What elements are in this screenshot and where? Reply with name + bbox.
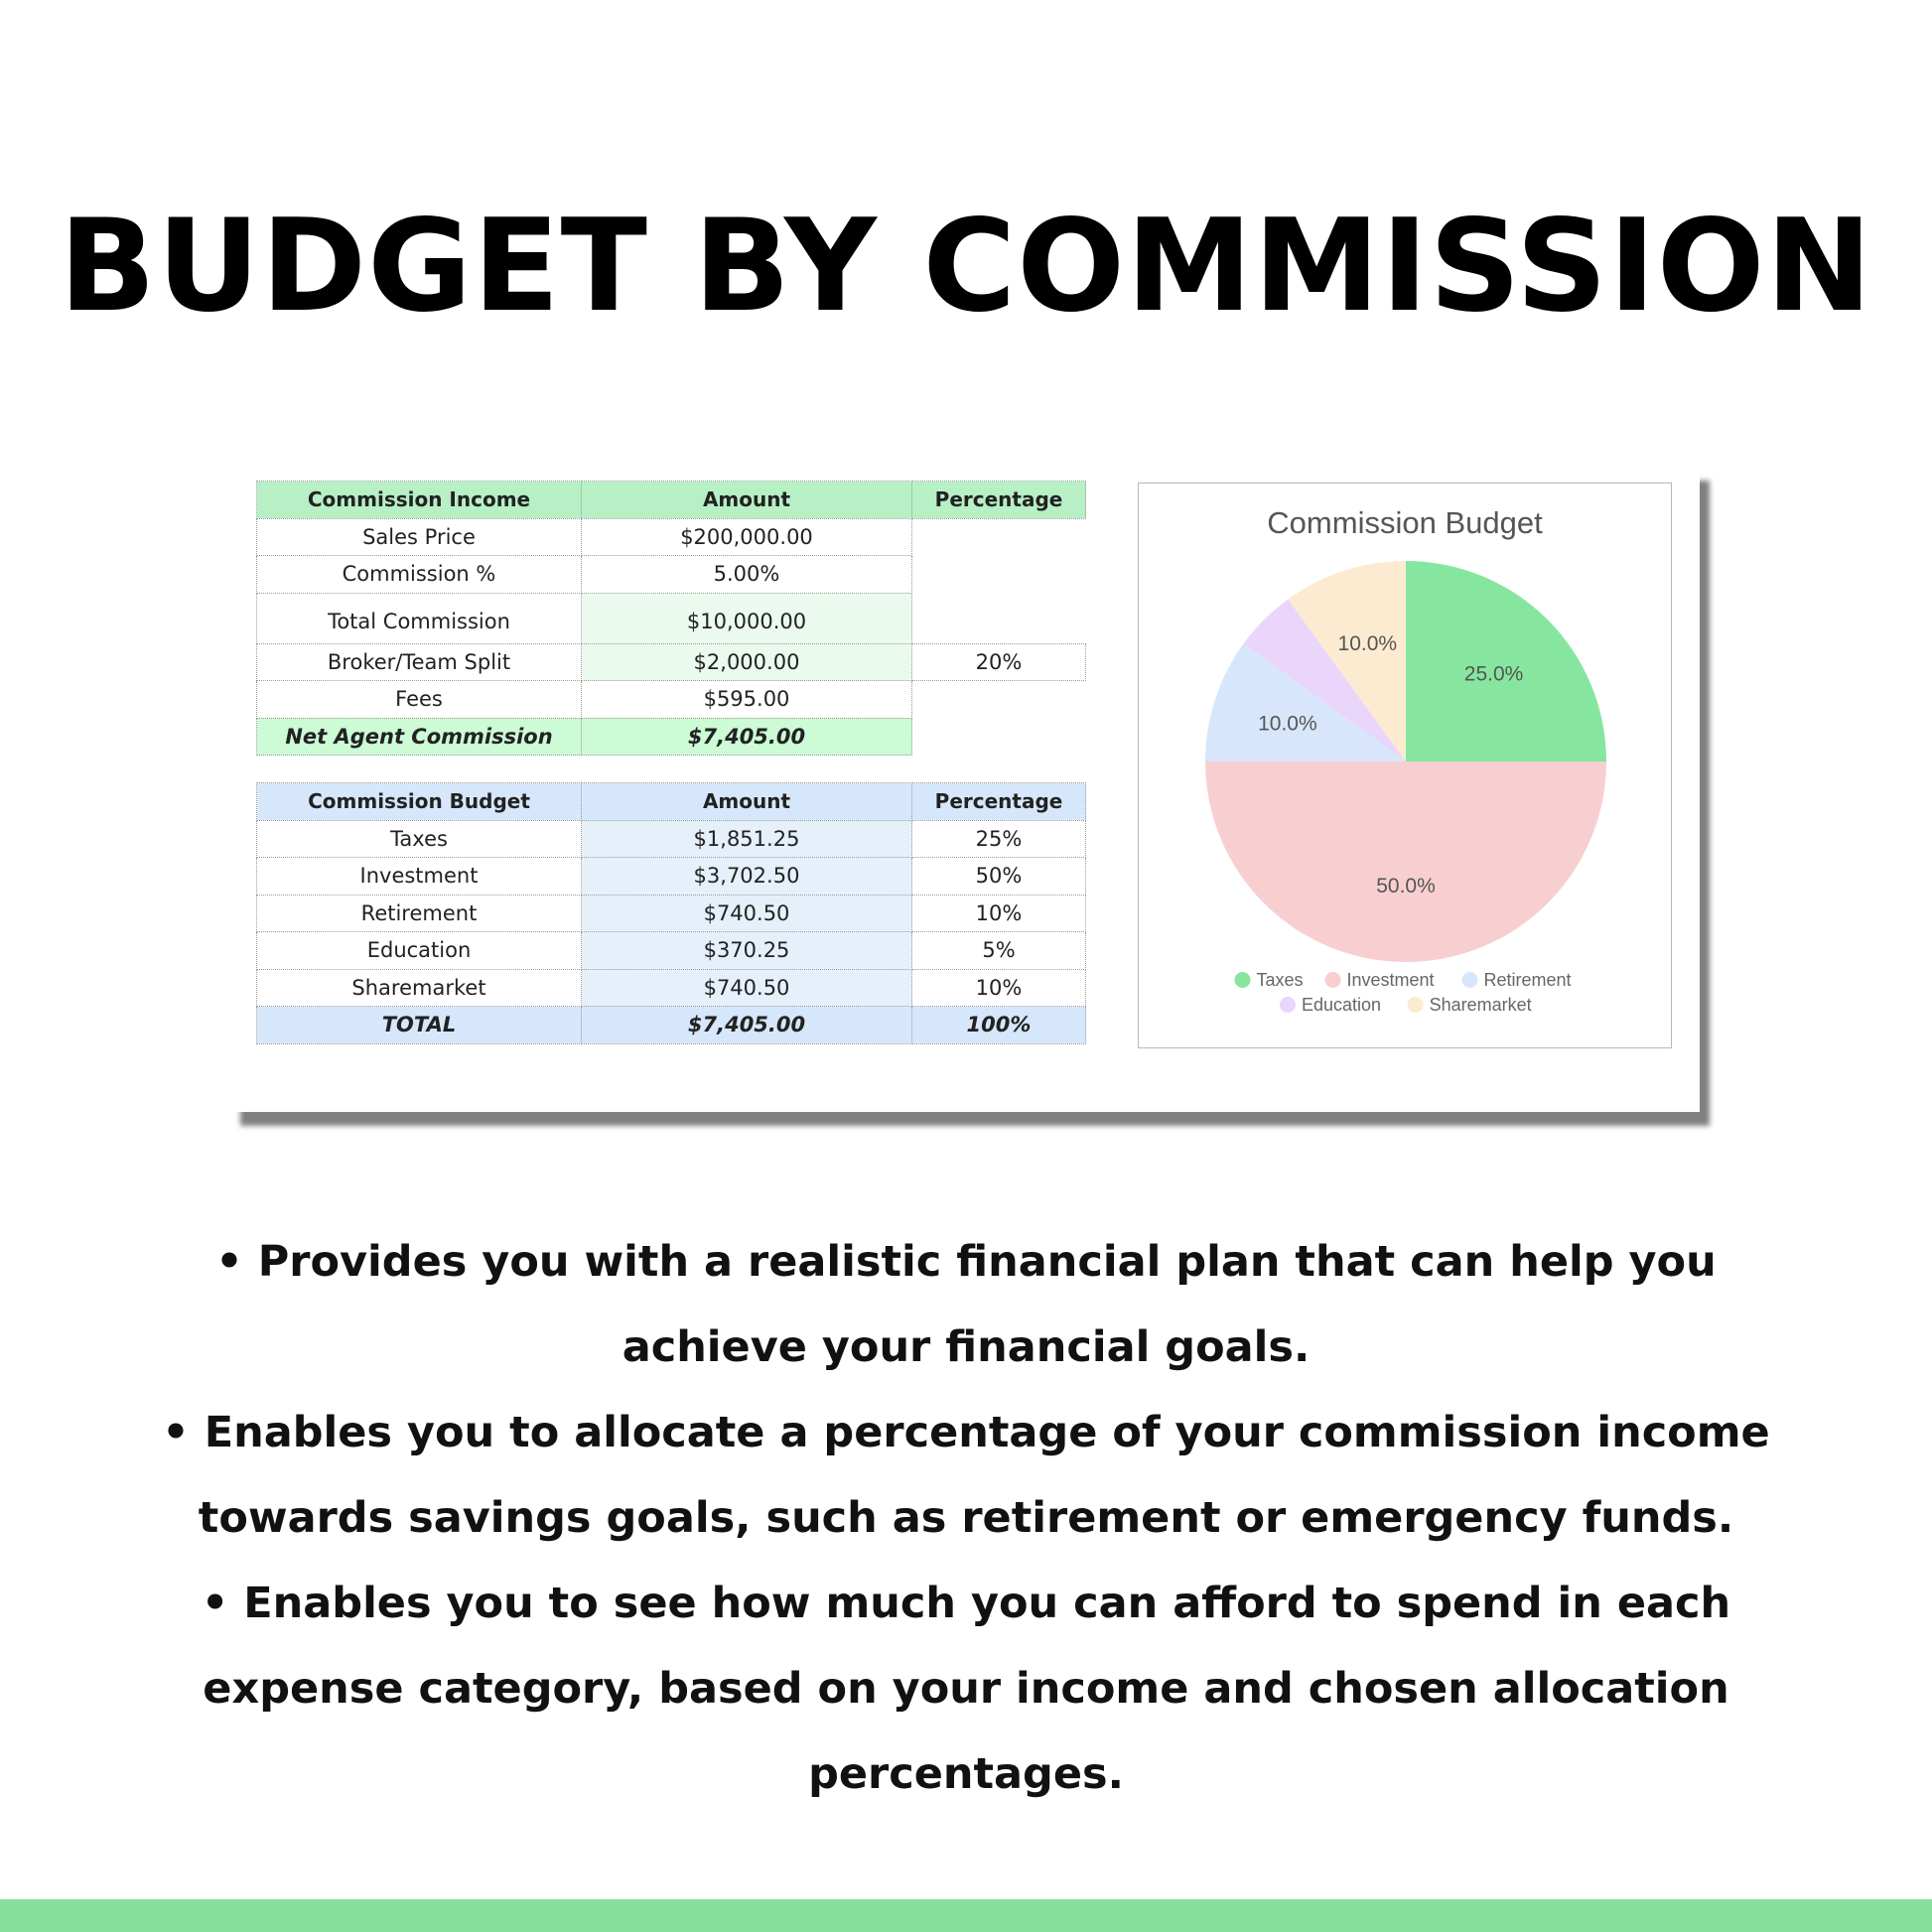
row-amount[interactable]: $595.00 (582, 681, 912, 719)
slice-label: 10.0% (1337, 631, 1398, 655)
table-row (257, 858, 1086, 896)
column-header: Amount (582, 482, 912, 519)
slice-label: 50.0% (1376, 875, 1436, 898)
row-amount[interactable]: 5.00% (582, 556, 912, 594)
bottom-accent-bar (0, 1899, 1932, 1932)
column-header: Commission Budget (257, 783, 582, 821)
row-amount[interactable]: $10,000.00 (582, 593, 912, 643)
bullet-line: expense category, based on your income and chosen allocation (203, 1664, 1729, 1714)
commission-budget-table (256, 782, 1086, 1044)
column-header: Percentage (912, 482, 1086, 519)
row-amount[interactable]: $370.25 (582, 932, 912, 970)
legend-swatch (1235, 972, 1251, 988)
empty-cell (912, 718, 1086, 756)
empty-cell (912, 556, 1086, 594)
table-row (257, 820, 1086, 858)
bullet-item (0, 1390, 1932, 1561)
row-label[interactable]: Sharemarket (257, 969, 582, 1007)
legend-label[interactable]: Retirement (1483, 970, 1572, 990)
column-header: Percentage (912, 783, 1086, 821)
table-row (257, 969, 1086, 1007)
page-title: BUDGET BY COMMISSION (59, 193, 1873, 341)
row-label[interactable]: Fees (257, 681, 582, 719)
row-label[interactable]: TOTAL (257, 1007, 582, 1044)
row-amount[interactable]: $7,405.00 (582, 718, 912, 756)
row-percentage[interactable]: 25% (912, 820, 1086, 858)
row-amount[interactable]: $1,851.25 (582, 820, 912, 858)
pie-slice-investment[interactable] (1205, 761, 1606, 962)
table-row (257, 1007, 1086, 1044)
table-row (257, 556, 1086, 594)
column-header: Commission Income (257, 482, 582, 519)
empty-cell (912, 593, 1086, 643)
row-amount[interactable]: $740.50 (582, 969, 912, 1007)
legend-label[interactable]: Taxes (1256, 970, 1304, 990)
bullet-line: towards savings goals, such as retirement or emergency funds. (198, 1493, 1734, 1543)
row-label[interactable]: Investment (257, 858, 582, 896)
row-percentage[interactable]: 100% (912, 1007, 1086, 1044)
bullet-item (0, 1561, 1932, 1817)
bullet-item (0, 1219, 1932, 1390)
table-header-row (257, 482, 1086, 519)
row-percentage[interactable]: 10% (912, 969, 1086, 1007)
bullet-line: achieve your financial goals. (621, 1322, 1311, 1372)
table-row (257, 895, 1086, 932)
legend-label[interactable]: Investment (1346, 970, 1435, 990)
slice-label: 25.0% (1463, 662, 1524, 686)
row-percentage[interactable]: 50% (912, 858, 1086, 896)
row-label[interactable]: Broker/Team Split (257, 643, 582, 681)
table-row (257, 681, 1086, 719)
row-percentage[interactable]: 10% (912, 895, 1086, 932)
legend-swatch (1408, 997, 1424, 1013)
legend-swatch (1462, 972, 1478, 988)
table-row (257, 593, 1086, 643)
pie-chart (1139, 483, 1671, 1047)
row-percentage[interactable]: 20% (912, 643, 1086, 681)
table-row (257, 718, 1086, 756)
row-amount[interactable]: $740.50 (582, 895, 912, 932)
chart-title: Commission Budget (1267, 505, 1543, 540)
pie-slice-taxes[interactable] (1406, 561, 1606, 761)
row-amount[interactable]: $7,405.00 (582, 1007, 912, 1044)
row-label[interactable]: Retirement (257, 895, 582, 932)
legend-swatch (1280, 997, 1296, 1013)
bullet-line: • Provides you with a realistic financial plan that can help you (215, 1237, 1717, 1287)
row-label[interactable]: Sales Price (257, 518, 582, 556)
row-amount[interactable]: $2,000.00 (582, 643, 912, 681)
table-header-row (257, 783, 1086, 821)
row-amount[interactable]: $200,000.00 (582, 518, 912, 556)
table-row (257, 643, 1086, 681)
row-label[interactable]: Net Agent Commission (257, 718, 582, 756)
row-label[interactable]: Taxes (257, 820, 582, 858)
bullet-line: percentages. (808, 1749, 1124, 1799)
bullet-line: • Enables you to allocate a percentage of your commission income (162, 1408, 1770, 1457)
slice-label: 10.0% (1258, 712, 1317, 736)
pie-chart-panel (1138, 483, 1672, 1048)
row-label[interactable]: Commission % (257, 556, 582, 594)
empty-cell (912, 681, 1086, 719)
row-label[interactable]: Total Commission (257, 593, 582, 643)
legend-swatch (1325, 972, 1341, 988)
row-amount[interactable]: $3,702.50 (582, 858, 912, 896)
bullet-line: • Enables you to see how much you can afford to spend in each (201, 1579, 1731, 1628)
table-row (257, 932, 1086, 970)
row-percentage[interactable]: 5% (912, 932, 1086, 970)
feature-bullets (0, 1219, 1932, 1817)
legend-label[interactable]: Sharemarket (1429, 995, 1532, 1015)
commission-income-table (256, 481, 1086, 756)
column-header: Amount (582, 783, 912, 821)
table-row (257, 518, 1086, 556)
legend-label[interactable]: Education (1302, 995, 1382, 1015)
empty-cell (912, 518, 1086, 556)
row-label[interactable]: Education (257, 932, 582, 970)
